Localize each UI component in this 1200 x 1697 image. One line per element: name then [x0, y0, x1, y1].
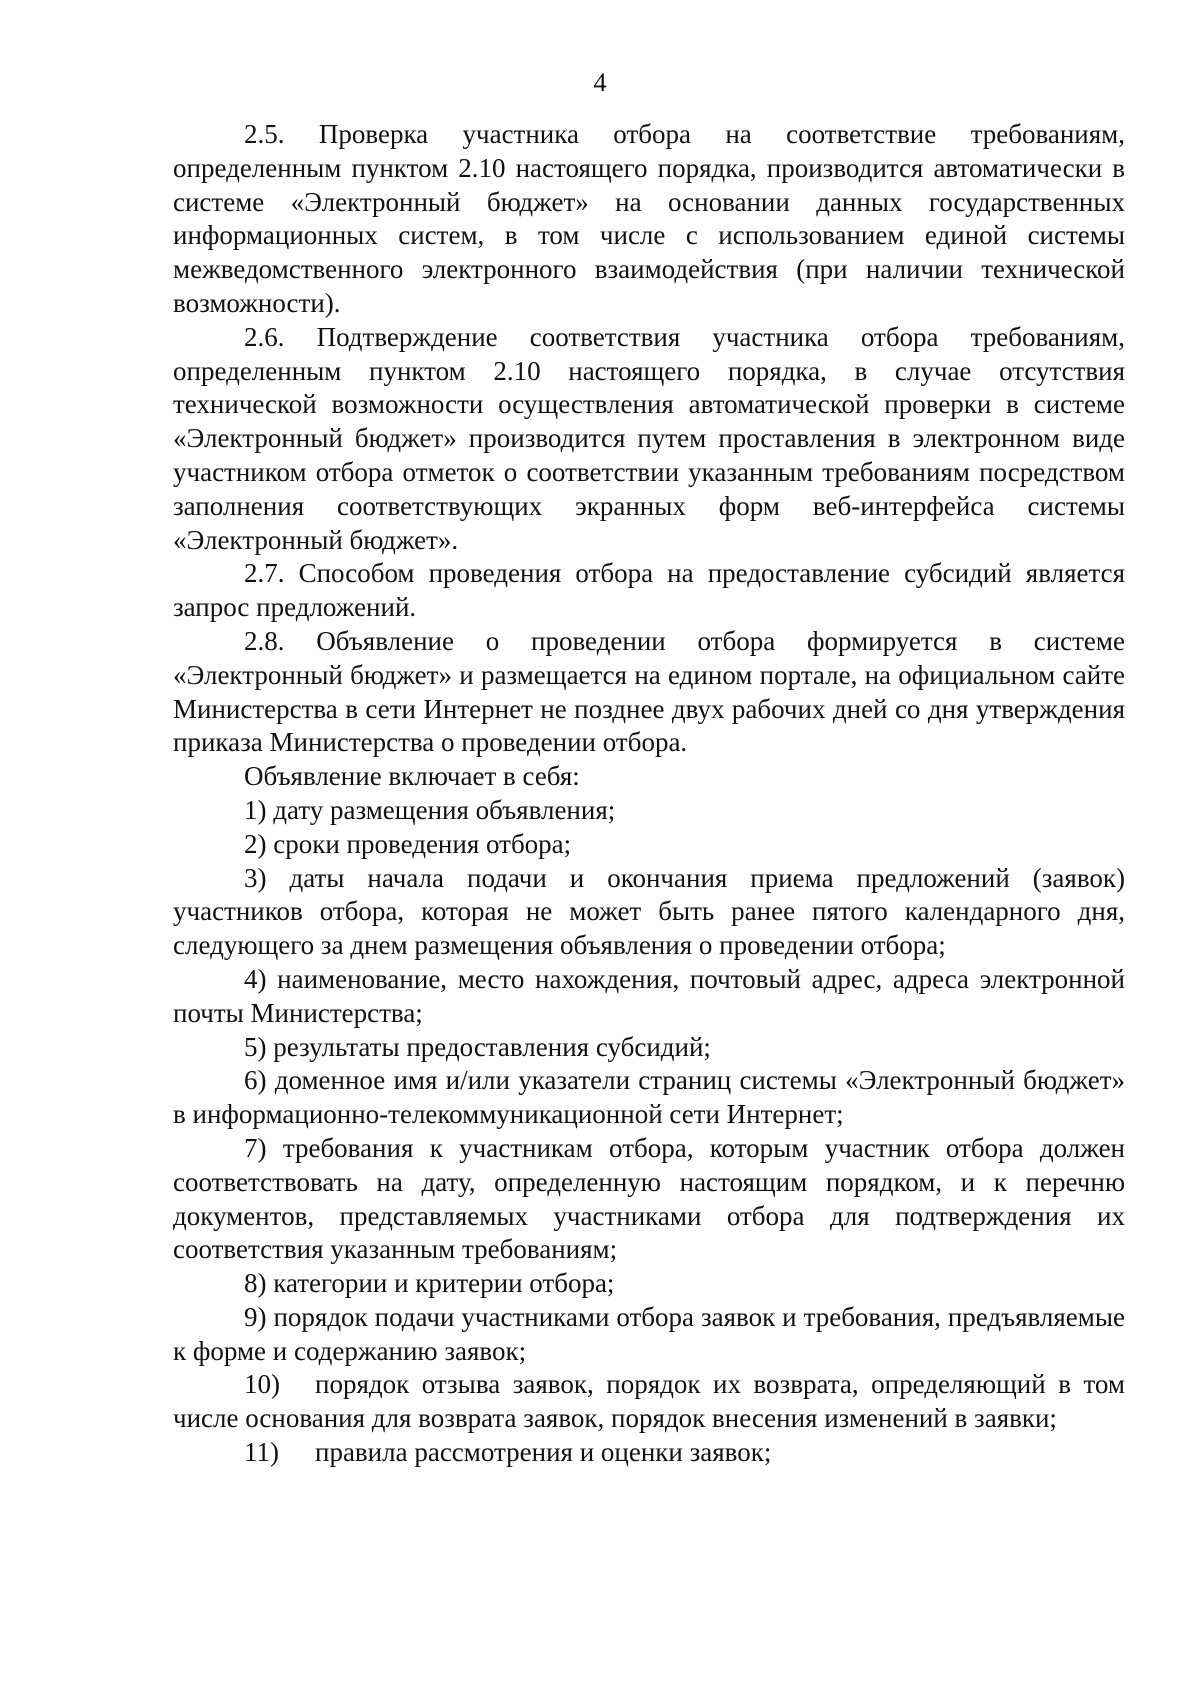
- list-item-2: 2) сроки проведения отбора;: [244, 828, 572, 859]
- paragraph-2-6: 2.6. Подтверждение соответствия участника отбора требованиям, определенным пунктом 2.10 настоящего порядка, в случае отсутствия технической возможности осуществления автоматической проверки в системе «Электронный бюджет» производится путем проставления в электронном виде участником отбора отметок о соответствии указанным требованиям посредством заполнения соответствующих экранных форм веб-интерфейса системы «Электронный бюджет».: [173, 321, 1125, 555]
- list-item-5: 5) результаты предоставления субсидий;: [244, 1031, 711, 1062]
- document-body: [173, 118, 1125, 1470]
- paragraph-intro: Объявление включает в себя:: [244, 761, 580, 792]
- list-item-6: 6) доменное имя и/или указатели страниц системы «Электронный бюджет» в информационно-телекоммуникационной сети Интернет;: [173, 1065, 1125, 1130]
- list-item-8: 8) категории и критерии отбора;: [244, 1268, 615, 1299]
- list-item-10: [173, 1368, 1125, 1436]
- paragraph-2-8: 2.8. Объявление о проведении отбора формируется в системе «Электронный бюджет» и размещается на едином портале, на официальном сайте Министерства в сети Интернет не позднее двух рабочих дней со дня утверждения приказа Министерства о проведении отбора.: [173, 625, 1125, 758]
- list-item-text: порядок отзыва заявок, порядок их возврата, определяющий в том числе основания для возврата заявок, порядок внесения изменений в заявки;: [173, 1369, 1125, 1434]
- list-item-3: 3) даты начала подачи и окончания приема предложений (заявок) участников отбора, которая не может быть ранее пятого календарного дня, следующего за днем размещения объявления о проведении отбора;: [173, 862, 1125, 961]
- list-item-text: правила рассмотрения и оценки заявок;: [315, 1437, 772, 1468]
- list-item-4: 4) наименование, место нахождения, почтовый адрес, адреса электронной почты Министерства;: [173, 963, 1125, 1028]
- page-number: 4: [593, 68, 607, 97]
- list-item-number: 10): [244, 1369, 280, 1400]
- list-item-9: 9) порядок подачи участниками отбора заявок и требования, предъявляемые к форме и содержанию заявок;: [173, 1301, 1125, 1366]
- list-item-11: [173, 1436, 1125, 1470]
- paragraph-2-7: 2.7. Способом проведения отбора на предоставление субсидий является запрос предложений.: [173, 558, 1125, 623]
- paragraph-2-5: 2.5. Проверка участника отбора на соответствие требованиям, определенным пунктом 2.10 настоящего порядка, производится автоматически в системе «Электронный бюджет» на основании данных государственных информационных систем, в том числе с использованием единой системы межведомственного электронного взаимодействия (при наличии технической возможности).: [173, 119, 1125, 318]
- list-item-1: 1) дату размещения объявления;: [244, 794, 616, 825]
- list-item-number: 11): [244, 1437, 279, 1468]
- list-item-7: 7) требования к участникам отбора, которым участник отбора должен соответствовать на дату, определенную настоящим порядком, и к перечню документов, представляемых участниками отбора для подтверждения их соответствия указанным требованиям;: [173, 1132, 1125, 1265]
